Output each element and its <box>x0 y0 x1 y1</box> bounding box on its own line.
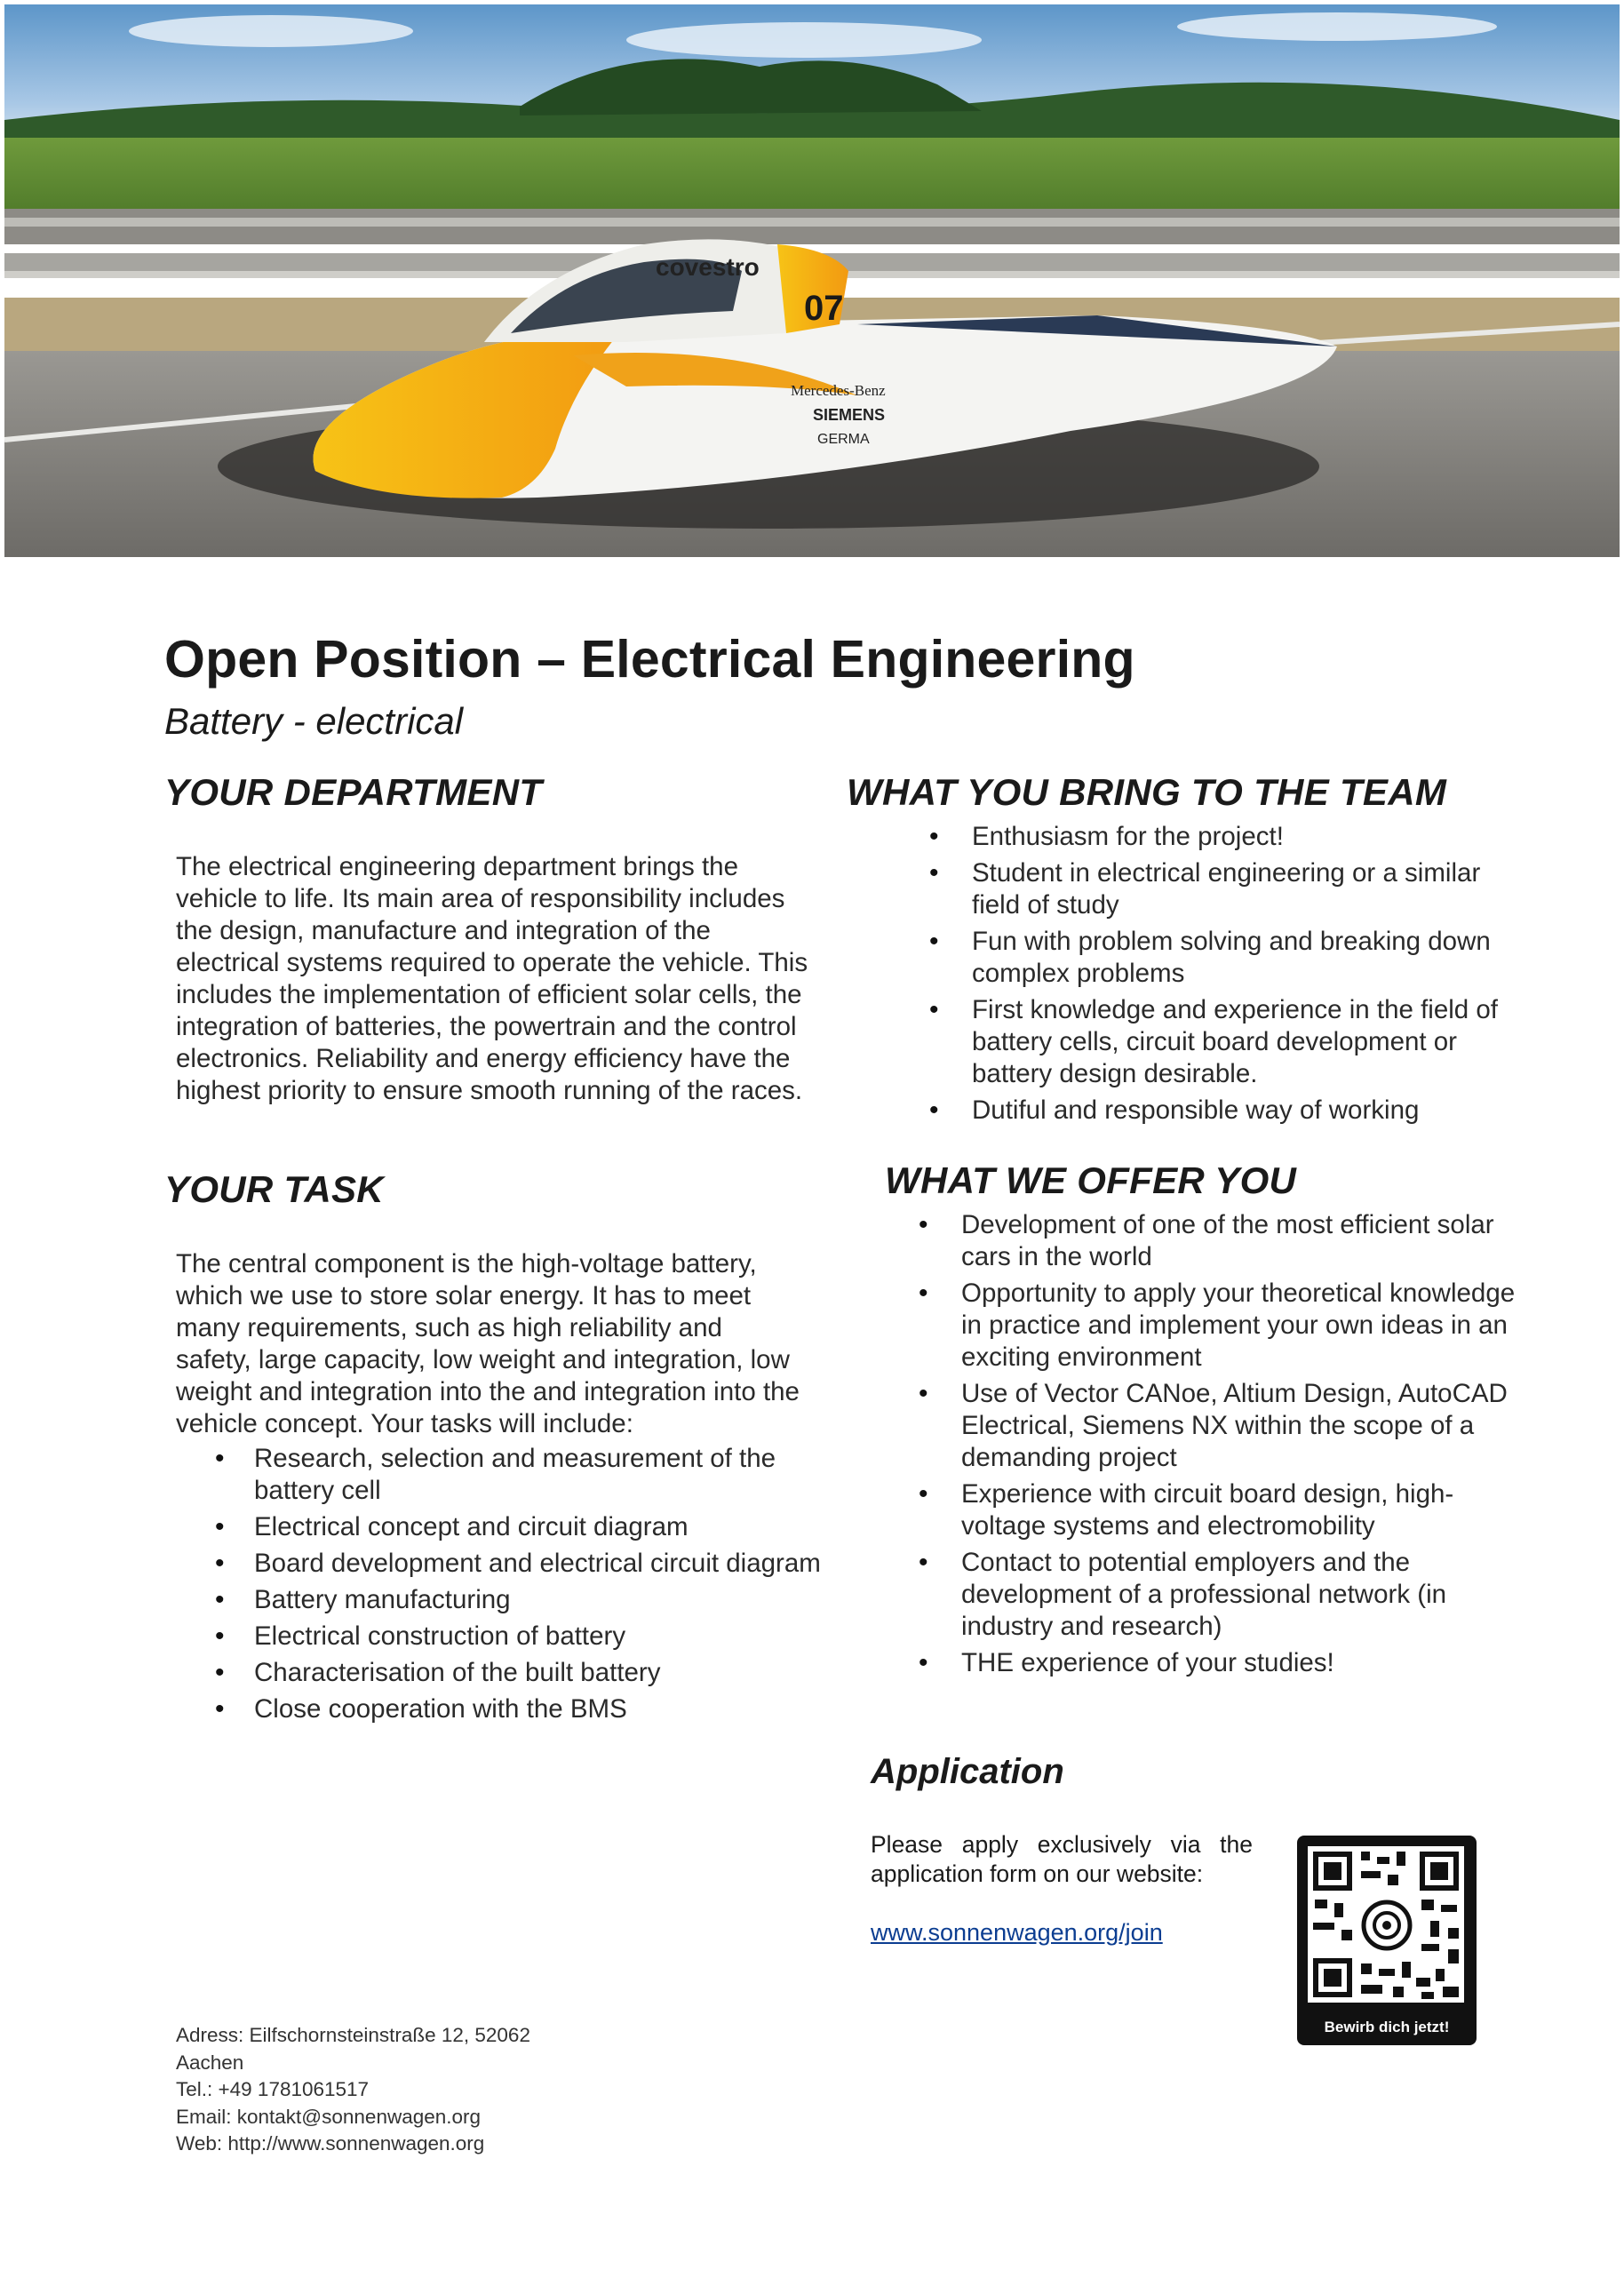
qr-label: Bewirb dich jetzt! <box>1324 2019 1450 2035</box>
list-item: • Experience with circuit board design, high-voltage systems and electromobility <box>913 1478 1526 1542</box>
list-item: • Student in electrical engineering or a similar field of study <box>924 857 1528 921</box>
task-paragraph: The central component is the high-voltage battery, which we use to store solar energy. It has to meet many requirements, such as high reliability and safety, large capacity, low weight and integration, low weight and integration into the and integration into the vehicle concept. Your tasks will include: <box>176 1249 800 1438</box>
qr-code[interactable] <box>1297 1836 1477 2045</box>
department-text <box>176 851 816 1107</box>
website[interactable]: Web: http://www.sonnenwagen.org <box>176 2132 485 2155</box>
car-sponsor-mercedes: Mercedes-Benz <box>791 382 886 399</box>
list-item: • Use of Vector CANoe, Altium Design, AutoCAD Electrical, Siemens NX within the scope of a demanding project <box>913 1378 1526 1474</box>
list-item: • Battery manufacturing <box>176 1584 824 1616</box>
offer-list <box>913 1209 1526 1684</box>
application-heading: Application <box>871 1752 1064 1791</box>
offer-heading: WHAT WE OFFER YOU <box>885 1159 1297 1201</box>
list-item: • First knowledge and experience in the field of battery cells, circuit board development or battery design desirable. <box>924 994 1528 1090</box>
page-subtitle: Battery - electrical <box>164 700 464 742</box>
list-item: • Dutiful and responsible way of working <box>924 1095 1528 1127</box>
list-item: • Close cooperation with the BMS <box>176 1693 824 1725</box>
list-item: • Fun with problem solving and breaking down complex problems <box>924 926 1528 990</box>
list-item: • Board development and electrical circuit diagram <box>176 1548 824 1580</box>
task-heading: YOUR TASK <box>164 1168 384 1210</box>
application-link[interactable]: www.sonnenwagen.org/join <box>871 1919 1163 1946</box>
list-item: • Characterisation of the built battery <box>176 1657 824 1689</box>
phone: Tel.: +49 1781061517 <box>176 2078 370 2100</box>
qr-code-icon <box>1297 1836 1477 2015</box>
list-item: • Electrical construction of battery <box>176 1621 824 1653</box>
page-title: Open Position – Electrical Engineering <box>164 630 1135 689</box>
car-sponsor-siemens: SIEMENS <box>813 406 886 424</box>
list-item: • Development of one of the most efficient solar cars in the world <box>913 1209 1526 1273</box>
task-text <box>176 1248 802 1440</box>
hero-photo <box>4 4 1620 557</box>
list-item: • Opportunity to apply your theoretical knowledge in practice and implement your own ideas in an exciting environment <box>913 1278 1526 1374</box>
list-item: • THE experience of your studies! <box>913 1647 1526 1679</box>
car-sponsor-germa: GERMA <box>817 432 870 447</box>
address-line: Adress: Eilfschornsteinstraße 12, 52062 <box>176 2024 530 2046</box>
bring-list <box>924 821 1528 1131</box>
department-heading: YOUR DEPARTMENT <box>164 771 543 813</box>
car-number: 07 <box>804 289 844 328</box>
car-sponsor-covestro: covestro <box>656 253 760 281</box>
address-city: Aachen <box>176 2051 244 2074</box>
list-item: • Enthusiasm for the project! <box>924 821 1528 853</box>
task-list <box>176 1443 824 1730</box>
application-text: Please apply exclusively via the application form on our website: <box>871 1831 1253 1887</box>
email[interactable]: Email: kontakt@sonnenwagen.org <box>176 2105 482 2128</box>
list-item: • Research, selection and measurement of the battery cell <box>176 1443 824 1507</box>
list-item: • Contact to potential employers and the development of a professional network (in industry and research) <box>913 1547 1526 1643</box>
bring-heading: WHAT YOU BRING TO THE TEAM <box>847 771 1447 813</box>
contact-info <box>176 2022 530 2158</box>
department-paragraph: The electrical engineering department brings the vehicle to life. Its main area of responsibility includes the design, manufacture and integration of the electrical systems required to operate the vehicle. This includes the implementation of efficient solar cells, the integration of batteries, the powertrain and the control electronics. Reliability and energy efficiency have the highest priority to ensure smooth running of the races. <box>176 852 808 1105</box>
list-item: • Electrical concept and circuit diagram <box>176 1511 824 1543</box>
